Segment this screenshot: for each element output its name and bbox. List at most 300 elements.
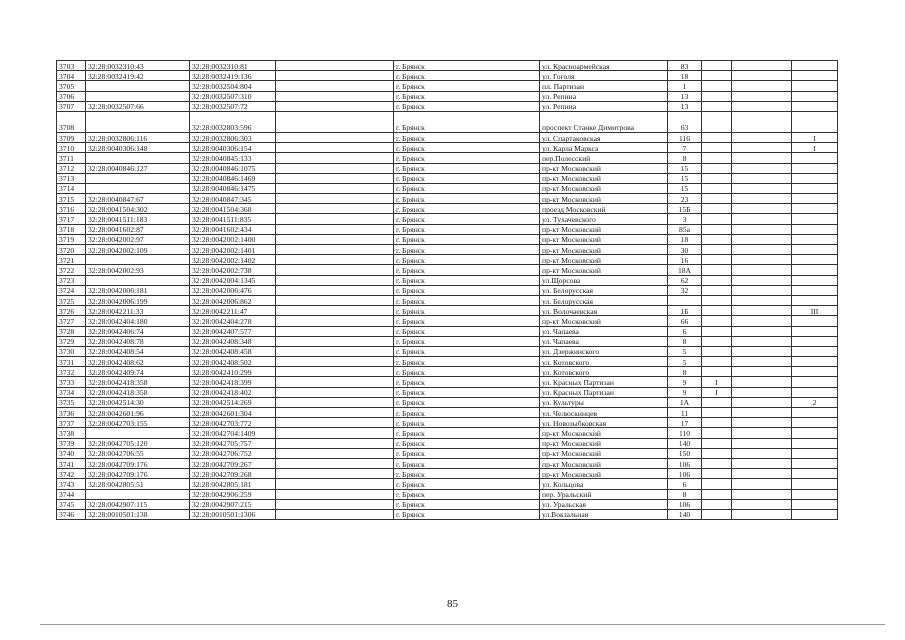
building-cadastral-cell: 32:28:0040846:1469	[190, 173, 276, 183]
street-cell: пр-кт Московский	[540, 194, 668, 204]
street-cell: ул.Вокзальная	[540, 509, 668, 519]
extra-cell-c	[792, 367, 838, 377]
land-cadastral-cell: 32:28:0042514:30	[86, 397, 190, 407]
extra-cell-a	[702, 275, 732, 285]
land-cadastral-cell: 32:28:0040846:127	[86, 163, 190, 173]
empty-cell	[276, 265, 394, 275]
city-cell: г. Брянск	[394, 183, 540, 193]
row-number-cell: 3740	[57, 448, 86, 458]
house-number-cell: 5	[668, 346, 702, 356]
extra-cell-b	[732, 275, 792, 285]
house-number-cell: 3	[668, 214, 702, 224]
row-number-cell: 3718	[57, 224, 86, 234]
house-number-cell: 66	[668, 316, 702, 326]
extra-cell-a	[702, 357, 732, 367]
table-row	[57, 428, 838, 438]
house-number-cell: 140	[668, 438, 702, 448]
house-number-cell: 30	[668, 245, 702, 255]
building-cadastral-cell: 32:28:0042408:348	[190, 336, 276, 346]
extra-cell-c	[792, 91, 838, 101]
building-cadastral-cell: 32:28:0042703:772	[190, 418, 276, 428]
building-cadastral-cell: 32:28:0042418:402	[190, 387, 276, 397]
extra-cell-c	[792, 336, 838, 346]
city-cell: г. Брянск	[394, 377, 540, 387]
extra-cell-b	[732, 428, 792, 438]
building-cadastral-cell: 32:28:0042002:1400	[190, 234, 276, 244]
extra-cell-a	[702, 448, 732, 458]
row-number-cell: 3708	[57, 111, 86, 132]
city-cell: г. Брянск	[394, 387, 540, 397]
empty-cell	[276, 387, 394, 397]
land-cadastral-cell: 32:28:0032419:42	[86, 71, 190, 81]
table-row	[57, 183, 838, 193]
city-cell: г. Брянск	[394, 143, 540, 153]
land-cadastral-cell: 32:28:0042404:180	[86, 316, 190, 326]
empty-cell	[276, 204, 394, 214]
extra-cell-b	[732, 367, 792, 377]
table-row	[57, 418, 838, 428]
street-cell: пр-кт Московский	[540, 163, 668, 173]
building-cadastral-cell: 32:28:0042705:757	[190, 438, 276, 448]
table-row	[57, 295, 838, 305]
street-cell: ул. Чапаева	[540, 326, 668, 336]
empty-cell	[276, 173, 394, 183]
house-number-cell: 6	[668, 479, 702, 489]
building-cadastral-cell: 32:28:0042004:1345	[190, 275, 276, 285]
house-number-cell: 8	[668, 489, 702, 499]
empty-cell	[276, 194, 394, 204]
city-cell: г. Брянск	[394, 326, 540, 336]
empty-cell	[276, 489, 394, 499]
land-cadastral-cell: 32:28:0042006:199	[86, 295, 190, 305]
table-row	[57, 469, 838, 479]
city-cell: г. Брянск	[394, 275, 540, 285]
extra-cell-b	[732, 163, 792, 173]
street-cell: пр-кт Московский	[540, 448, 668, 458]
street-cell: проезд Московский	[540, 204, 668, 214]
row-number-cell: 3709	[57, 132, 86, 142]
house-number-cell: 15	[668, 173, 702, 183]
empty-cell	[276, 163, 394, 173]
extra-cell-a	[702, 418, 732, 428]
building-cadastral-cell: 32:28:0040846:1075	[190, 163, 276, 173]
empty-cell	[276, 509, 394, 519]
row-number-cell: 3746	[57, 509, 86, 519]
house-number-cell: 8	[668, 336, 702, 346]
table-row	[57, 509, 838, 519]
extra-cell-c	[792, 479, 838, 489]
extra-cell-a	[702, 458, 732, 468]
extra-cell-c	[792, 316, 838, 326]
city-cell: г. Брянск	[394, 245, 540, 255]
house-number-cell	[668, 295, 702, 305]
extra-cell-b	[732, 408, 792, 418]
row-number-cell: 3725	[57, 295, 86, 305]
table-row	[57, 173, 838, 183]
extra-cell-a	[702, 111, 732, 132]
house-number-cell: 8	[668, 367, 702, 377]
table-row	[57, 163, 838, 173]
house-number-cell: 23	[668, 194, 702, 204]
street-cell: ул. Тухачевского	[540, 214, 668, 224]
extra-cell-a	[702, 81, 732, 91]
empty-cell	[276, 153, 394, 163]
city-cell: г. Брянск	[394, 448, 540, 458]
extra-cell-b	[732, 499, 792, 509]
building-cadastral-cell: 32:28:0042404:278	[190, 316, 276, 326]
extra-cell-c	[792, 153, 838, 163]
table-row	[57, 224, 838, 234]
row-number-cell: 3722	[57, 265, 86, 275]
house-number-cell: 106	[668, 458, 702, 468]
city-cell: г. Брянск	[394, 224, 540, 234]
house-number-cell: 9	[668, 377, 702, 387]
building-cadastral-cell: 32:28:0042709:268	[190, 469, 276, 479]
building-cadastral-cell: 32:28:0042410:299	[190, 367, 276, 377]
extra-cell-c	[792, 387, 838, 397]
register-body	[57, 61, 838, 520]
land-cadastral-cell	[86, 275, 190, 285]
extra-cell-c	[792, 469, 838, 479]
city-cell: г. Брянск	[394, 408, 540, 418]
extra-cell-c: 2	[792, 397, 838, 407]
table-row	[57, 397, 838, 407]
land-cadastral-cell: 32:28:0042418:358	[86, 377, 190, 387]
house-number-cell: 13	[668, 101, 702, 111]
row-number-cell: 3717	[57, 214, 86, 224]
land-cadastral-cell: 32:28:0042805:51	[86, 479, 190, 489]
extra-cell-b	[732, 346, 792, 356]
city-cell: г. Брянск	[394, 336, 540, 346]
extra-cell-a	[702, 346, 732, 356]
extra-cell-c	[792, 418, 838, 428]
table-row	[57, 234, 838, 244]
extra-cell-c	[792, 194, 838, 204]
house-number-cell: 15	[668, 163, 702, 173]
extra-cell-b	[732, 143, 792, 153]
row-number-cell: 3744	[57, 489, 86, 499]
extra-cell-b	[732, 285, 792, 295]
street-cell: пл. Партизан	[540, 81, 668, 91]
extra-cell-c: III	[792, 306, 838, 316]
row-number-cell: 3727	[57, 316, 86, 326]
street-cell: пр-кт Московский	[540, 234, 668, 244]
city-cell: г. Брянск	[394, 173, 540, 183]
street-cell: пр-кт Московский	[540, 173, 668, 183]
table-row	[57, 101, 838, 111]
row-number-cell: 3706	[57, 91, 86, 101]
city-cell: г. Брянск	[394, 111, 540, 132]
land-cadastral-cell	[86, 153, 190, 163]
extra-cell-c	[792, 458, 838, 468]
extra-cell-b	[732, 101, 792, 111]
extra-cell-a	[702, 61, 732, 71]
house-number-cell: 110	[668, 428, 702, 438]
house-number-cell: 140	[668, 509, 702, 519]
house-number-cell: 62	[668, 275, 702, 285]
house-number-cell: 83	[668, 61, 702, 71]
street-cell: ул. Волочаевская	[540, 306, 668, 316]
table-row	[57, 377, 838, 387]
city-cell: г. Брянск	[394, 316, 540, 326]
extra-cell-a	[702, 367, 732, 377]
extra-cell-a	[702, 489, 732, 499]
row-number-cell: 3716	[57, 204, 86, 214]
street-cell: ул. Уральская	[540, 499, 668, 509]
extra-cell-a	[702, 194, 732, 204]
city-cell: г. Брянск	[394, 346, 540, 356]
extra-cell-c	[792, 101, 838, 111]
city-cell: г. Брянск	[394, 163, 540, 173]
extra-cell-b	[732, 194, 792, 204]
empty-cell	[276, 81, 394, 91]
empty-cell	[276, 111, 394, 132]
row-number-cell: 3714	[57, 183, 86, 193]
extra-cell-c	[792, 224, 838, 234]
extra-cell-c	[792, 245, 838, 255]
extra-cell-a	[702, 214, 732, 224]
extra-cell-a	[702, 245, 732, 255]
extra-cell-b	[732, 326, 792, 336]
building-cadastral-cell: 32:28:0042805:181	[190, 479, 276, 489]
land-cadastral-cell	[86, 428, 190, 438]
street-cell: пр-кт Московский	[540, 458, 668, 468]
city-cell: г. Брянск	[394, 397, 540, 407]
extra-cell-b	[732, 387, 792, 397]
extra-cell-b	[732, 377, 792, 387]
land-cadastral-cell	[86, 91, 190, 101]
house-number-cell: 63	[668, 111, 702, 132]
extra-cell-a	[702, 71, 732, 81]
extra-cell-c	[792, 204, 838, 214]
empty-cell	[276, 367, 394, 377]
land-cadastral-cell: 32:28:0042408:54	[86, 346, 190, 356]
extra-cell-b	[732, 234, 792, 244]
city-cell: г. Брянск	[394, 234, 540, 244]
extra-cell-c	[792, 408, 838, 418]
row-number-cell: 3704	[57, 71, 86, 81]
table-row	[57, 71, 838, 81]
extra-cell-a	[702, 183, 732, 193]
table-row	[57, 81, 838, 91]
extra-cell-c	[792, 326, 838, 336]
city-cell: г. Брянск	[394, 255, 540, 265]
extra-cell-c	[792, 183, 838, 193]
street-cell: ул. Белорусская	[540, 285, 668, 295]
extra-cell-a	[702, 285, 732, 295]
land-cadastral-cell	[86, 173, 190, 183]
row-number-cell: 3736	[57, 408, 86, 418]
land-cadastral-cell: 32:28:0042002:97	[86, 234, 190, 244]
land-cadastral-cell: 32:28:0041511:183	[86, 214, 190, 224]
extra-cell-a	[702, 173, 732, 183]
building-cadastral-cell: 32:28:0032803:596	[190, 111, 276, 132]
city-cell: г. Брянск	[394, 81, 540, 91]
empty-cell	[276, 295, 394, 305]
table-row	[57, 255, 838, 265]
extra-cell-a	[702, 479, 732, 489]
building-cadastral-cell: 32:28:0032504:804	[190, 81, 276, 91]
extra-cell-c	[792, 265, 838, 275]
table-row	[57, 458, 838, 468]
land-cadastral-cell: 32:28:0042408:78	[86, 336, 190, 346]
empty-cell	[276, 377, 394, 387]
land-cadastral-cell: 32:28:0042211:33	[86, 306, 190, 316]
street-cell: ул. Репина	[540, 101, 668, 111]
extra-cell-a	[702, 204, 732, 214]
table-row	[57, 214, 838, 224]
empty-cell	[276, 326, 394, 336]
land-cadastral-cell	[86, 81, 190, 91]
street-cell: ул. Новозыбковская	[540, 418, 668, 428]
row-number-cell: 3742	[57, 469, 86, 479]
house-number-cell: 106	[668, 469, 702, 479]
extra-cell-a	[702, 306, 732, 316]
city-cell: г. Брянск	[394, 91, 540, 101]
land-cadastral-cell: 32:28:0032310:43	[86, 61, 190, 71]
extra-cell-b	[732, 81, 792, 91]
land-cadastral-cell: 32:28:0040847:67	[86, 194, 190, 204]
street-cell: пр-кт Московский	[540, 245, 668, 255]
table-row	[57, 61, 838, 71]
table-row	[57, 143, 838, 153]
building-cadastral-cell: 32:28:0041504:368	[190, 204, 276, 214]
extra-cell-b	[732, 458, 792, 468]
extra-cell-b	[732, 397, 792, 407]
building-cadastral-cell: 32:28:0042418:399	[190, 377, 276, 387]
building-cadastral-cell: 32:28:0040846:1475	[190, 183, 276, 193]
row-number-cell: 3711	[57, 153, 86, 163]
house-number-cell: 18	[668, 234, 702, 244]
building-cadastral-cell: 32:28:0010501:1306	[190, 509, 276, 519]
table-row	[57, 91, 838, 101]
extra-cell-b	[732, 61, 792, 71]
table-row	[57, 111, 838, 132]
extra-cell-a	[702, 91, 732, 101]
extra-cell-c: I	[792, 143, 838, 153]
city-cell: г. Брянск	[394, 458, 540, 468]
empty-cell	[276, 408, 394, 418]
building-cadastral-cell: 32:28:0042706:752	[190, 448, 276, 458]
building-cadastral-cell: 32:28:0041602:434	[190, 224, 276, 234]
extra-cell-b	[732, 183, 792, 193]
street-cell: ул. Челюскинцев	[540, 408, 668, 418]
table-row	[57, 245, 838, 255]
land-cadastral-cell: 32:28:0042002:93	[86, 265, 190, 275]
land-cadastral-cell: 32:28:0041504:302	[86, 204, 190, 214]
land-cadastral-cell: 32:28:0032507:66	[86, 101, 190, 111]
city-cell: г. Брянск	[394, 101, 540, 111]
street-cell: пер. Уральский	[540, 489, 668, 499]
extra-cell-b	[732, 479, 792, 489]
row-number-cell: 3719	[57, 234, 86, 244]
city-cell: г. Брянск	[394, 438, 540, 448]
row-number-cell: 3728	[57, 326, 86, 336]
street-cell: пр-кт Московский	[540, 316, 668, 326]
extra-cell-c	[792, 448, 838, 458]
extra-cell-a	[702, 408, 732, 418]
empty-cell	[276, 132, 394, 142]
table-row	[57, 285, 838, 295]
land-cadastral-cell	[86, 489, 190, 499]
table-row	[57, 438, 838, 448]
extra-cell-b	[732, 265, 792, 275]
extra-cell-c	[792, 499, 838, 509]
extra-cell-b	[732, 224, 792, 234]
extra-cell-a	[702, 234, 732, 244]
extra-cell-a	[702, 428, 732, 438]
building-cadastral-cell: 32:28:0032507:72	[190, 101, 276, 111]
city-cell: г. Брянск	[394, 71, 540, 81]
empty-cell	[276, 448, 394, 458]
land-cadastral-cell: 32:28:0040306:148	[86, 143, 190, 153]
city-cell: г. Брянск	[394, 489, 540, 499]
extra-cell-b	[732, 509, 792, 519]
empty-cell	[276, 458, 394, 468]
row-number-cell: 3731	[57, 357, 86, 367]
extra-cell-b	[732, 173, 792, 183]
table-row	[57, 316, 838, 326]
table-row	[57, 194, 838, 204]
building-cadastral-cell: 32:28:0042002:1402	[190, 255, 276, 265]
empty-cell	[276, 224, 394, 234]
city-cell: г. Брянск	[394, 285, 540, 295]
extra-cell-b	[732, 316, 792, 326]
land-cadastral-cell: 32:28:0042002:109	[86, 245, 190, 255]
street-cell: пр-кт Московский	[540, 265, 668, 275]
table-row	[57, 265, 838, 275]
empty-cell	[276, 101, 394, 111]
row-number-cell: 3730	[57, 346, 86, 356]
land-cadastral-cell	[86, 183, 190, 193]
table-row	[57, 204, 838, 214]
empty-cell	[276, 255, 394, 265]
page-number: 85	[447, 598, 458, 610]
empty-cell	[276, 397, 394, 407]
extra-cell-a	[702, 143, 732, 153]
extra-cell-a: I	[702, 387, 732, 397]
extra-cell-c	[792, 438, 838, 448]
table-row	[57, 387, 838, 397]
street-cell: пр-кт Московский	[540, 224, 668, 234]
extra-cell-c	[792, 173, 838, 183]
table-row	[57, 499, 838, 509]
table-row	[57, 132, 838, 142]
table-row	[57, 153, 838, 163]
street-cell: ул. Кольцова	[540, 479, 668, 489]
extra-cell-a	[702, 499, 732, 509]
extra-cell-c	[792, 81, 838, 91]
house-number-cell: 17	[668, 418, 702, 428]
city-cell: г. Брянск	[394, 367, 540, 377]
house-number-cell: 9	[668, 387, 702, 397]
street-cell: пер.Полесский	[540, 153, 668, 163]
extra-cell-c	[792, 111, 838, 132]
house-number-cell: 32	[668, 285, 702, 295]
street-cell: ул. Красных Партизан	[540, 377, 668, 387]
land-cadastral-cell: 32:28:0042703:155	[86, 418, 190, 428]
extra-cell-a	[702, 295, 732, 305]
building-cadastral-cell: 32:28:0042002:1401	[190, 245, 276, 255]
empty-cell	[276, 479, 394, 489]
empty-cell	[276, 214, 394, 224]
land-cadastral-cell: 32:28:0042706:55	[86, 448, 190, 458]
extra-cell-a	[702, 438, 732, 448]
row-number-cell: 3705	[57, 81, 86, 91]
extra-cell-c	[792, 163, 838, 173]
house-number-cell: 5	[668, 357, 702, 367]
extra-cell-b	[732, 132, 792, 142]
